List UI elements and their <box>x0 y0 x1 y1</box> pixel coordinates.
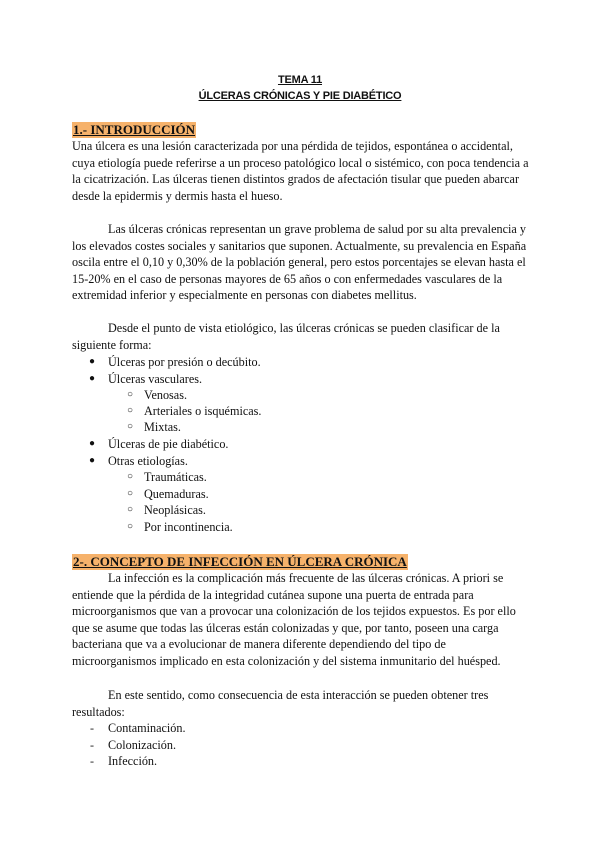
circle-bullet-icon: ○ <box>127 471 134 482</box>
document-page: TEMA 11 ÚLCERAS CRÓNICAS Y PIE DIABÉTICO 1.- INTRODUCCIÓN Una úlcera es una lesión caracterizada por una pérdida de tejidos, espontánea o accidental, cuya etiología puede referirse a un proceso patológico local o sistémico, con poca tendencia a la cicatrización. Las úlceras tienen distintos grados de afectación tisular que pueden abarcar desde la epidermis y dermis hasta el hueso. Las úlceras crónicas representan un grave problema de salud por su alta prevalencia y los elevados costes sociales y sanitarios que suponen. Actualmente, su prevalencia en España oscila entre el 0,10 y 0,30% de la población general, pero estos porcentajes se elevan hasta el 15-20% en el caso de personas mayores de 65 años o con enfermedades vasculares de la extremidad inferior y especialmente en personas con diabetes mellitus. Desde el punto de vista etiológico, las úlceras crónicas se pueden clasificar de la siguiente forma: ● Úlceras por presión o decúbito. ● Úlceras vasculares. ○ Venosas. ○ Arteriales o isquémicas. ○ Mixtas. ● Úlceras de pie diabético. ● Otras etiologías. ○ Traumáticas. ○ Quemaduras. ○ Neoplásicas. ○ Por incontinencia. 2-. CONCEPTO DE INFECCIÓN EN ÚLCERA CRÓNICA La infección es la complicación más frecuente de las úlceras crónicas. A priori se entiende que la pérdida de la integridad cutánea supone una puerta de entrada para microorganismos que van a provocar una colonización de los tejidos expuestos. Es por ello que se asume que todas las úlceras están colonizadas y que, por tanto, poseen una carga bacteriana que va a evolucionar de manera diferente dependiendo del tipo de microorganismos implicado en esta colonización y del sistema inmunitario del huésped. En este sentido, como consecuencia de esta interacción se pueden obtener tres resultados: - Contaminación. - Colonización. - Infección. <box>0 0 600 848</box>
infection-paragraph-2: En este sentido, como consecuencia de esta interacción se pueden obtener tres resultados: <box>72 688 489 719</box>
bullet-icon: ● <box>89 455 96 466</box>
bullet-icon: ● <box>89 373 96 384</box>
page-title: ÚLCERAS CRÓNICAS Y PIE DIABÉTICO <box>198 90 402 102</box>
intro-paragraph-1: Una úlcera es una lesión caracterizada por una pérdida de tejidos, espontánea o accidental, cuya etiología puede referirse a un proceso patológico local o sistémico, con poca tendencia a la cicatrización. Las úlceras tienen distintos grados de afectación tisular que pueden abarcar desde la epidermis y dermis hasta el hueso. <box>72 139 529 203</box>
circle-bullet-icon: ○ <box>127 405 134 416</box>
section-heading-concepto-infeccion: 2-. CONCEPTO DE INFECCIÓN EN ÚLCERA CRÓNICA <box>73 554 407 569</box>
section-heading-introduccion: 1.- INTRODUCCIÓN <box>73 122 196 137</box>
circle-bullet-icon: ○ <box>127 488 134 499</box>
intro-paragraph-3: Desde el punto de vista etiológico, las úlceras crónicas se pueden clasificar de la siguiente forma: <box>72 321 500 352</box>
dash-bullet-icon: - <box>90 738 94 752</box>
intro-paragraph-2: Las úlceras crónicas representan un grave problema de salud por su alta prevalencia y los elevados costes sociales y sanitarios que suponen. Actualmente, su prevalencia en España oscila entre el 0,10 y 0,30% de la población general, pero estos porcentajes se elevan hasta el 15-20% en el caso de personas mayores de 65 años o con enfermedades vasculares de la extremidad inferior y especialmente en personas con diabetes mellitus. <box>72 222 527 303</box>
circle-bullet-icon: ○ <box>127 504 134 515</box>
infection-paragraph-1: La infección es la complicación más frecuente de las úlceras crónicas. A priori se entiende que la pérdida de la integridad cutánea supone una puerta de entrada para microorganismos que van a provocar una colonización de los tejidos expuestos. Es por ello que se asume que todas las úlceras están colonizadas y que, por tanto, poseen una carga bacteriana que va a evolucionar de manera diferente dependiendo del tipo de microorganismos implicado en esta colonización y del sistema inmunitario del huésped. <box>72 571 516 668</box>
topic-number: TEMA 11 <box>277 74 323 86</box>
dash-bullet-icon: - <box>90 721 94 735</box>
dash-bullet-icon: - <box>90 754 94 768</box>
circle-bullet-icon: ○ <box>127 389 134 400</box>
bullet-icon: ● <box>89 356 96 367</box>
bullet-icon: ● <box>89 438 96 449</box>
circle-bullet-icon: ○ <box>127 521 134 532</box>
circle-bullet-icon: ○ <box>127 421 134 432</box>
